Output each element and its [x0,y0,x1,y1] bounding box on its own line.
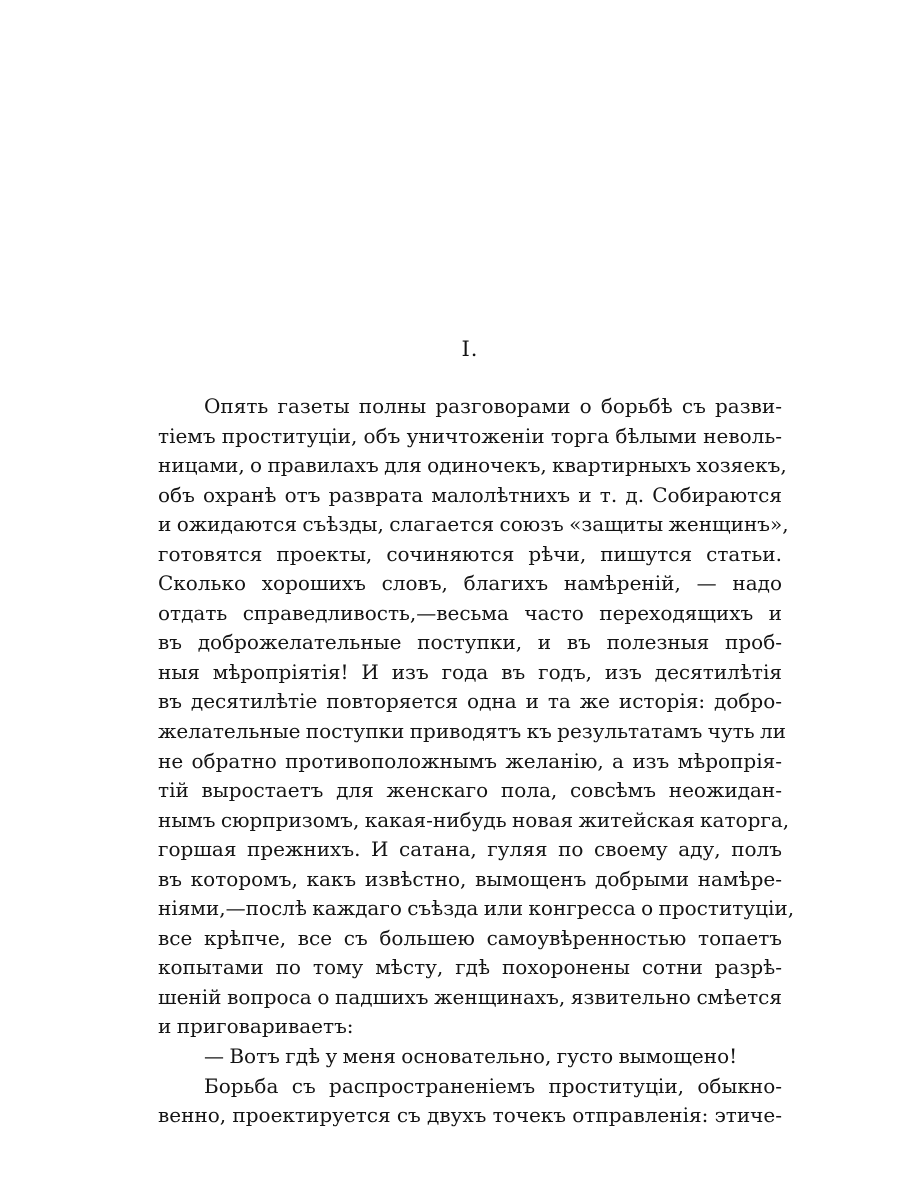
text-line: ніями,—послѣ каждаго съѣзда или конгресса о проституціи, [158,896,795,921]
text-line: не обратно противоположнымъ желанію, а изъ мѣропрія- [158,748,782,773]
text-line: готовятся проекты, сочиняются рѣчи, пишутся статьи. [158,541,782,566]
chapter-number: I. [461,337,479,361]
text-line: и приговариваетъ: [158,1014,354,1039]
text-line: венно, проектируется съ двухъ точекъ отправленія: этиче- [158,1103,782,1128]
text-line: Опять газеты полны разговорами о борьбѣ съ разви- [204,394,782,418]
text-line: объ охранѣ отъ разврата малолѣтнихъ и т. д. Собираются [158,482,782,507]
text-line: нымъ сюрпризомъ, какая-нибудь новая житейская каторга, [158,807,790,832]
text-line: Борьба съ распространеніемъ проституціи, обыкно- [204,1073,782,1098]
text-line: въ которомъ, какъ извѣстно, вымощенъ добрыми намѣре- [158,866,782,891]
text-line: горшая прежнихъ. И сатана, гуляя по своему аду, полъ [158,837,782,862]
dialogue-line: — Вотъ гдѣ у меня основательно, густо вымощено! [204,1044,738,1069]
text-line: шеній вопроса о падшихъ женщинахъ, язвительно смѣется [158,984,782,1009]
text-line: отдать справедливость,—весьма часто переходящихъ и [158,600,782,625]
text-line: желательные поступки приводятъ къ результатамъ чуть ли [158,719,787,744]
text-line: въ десятилѣтіе повторяется одна и та же исторія: добро- [158,689,782,714]
text-line: ныя мѣропріятія! И изъ года въ годъ, изъ десятилѣтія [158,659,782,684]
text-line: и ожидаются съѣзды, слагается союзъ «защиты женщинъ», [158,512,789,537]
text-line: копытами по тому мѣсту, гдѣ похоронены сотни разрѣ- [158,955,782,980]
text-line: все крѣпче, все съ большею самоувѣренностью топаетъ [158,925,782,950]
text-line: тіемъ проституціи, объ уничтоженіи торга бѣлыми неволь- [158,423,782,448]
text-line: Сколько хорошихъ словъ, благихъ намѣреній, — надо [158,571,782,596]
text-line: ницами, о правилахъ для одиночекъ, квартирныхъ хозяекъ, [158,453,787,478]
text-line: въ доброжелательные поступки, и въ полезныя проб- [158,630,782,655]
body-text [158,392,795,1131]
text-line: тій выростаетъ для женскаго пола, совсѣмъ неожидан- [158,778,782,803]
